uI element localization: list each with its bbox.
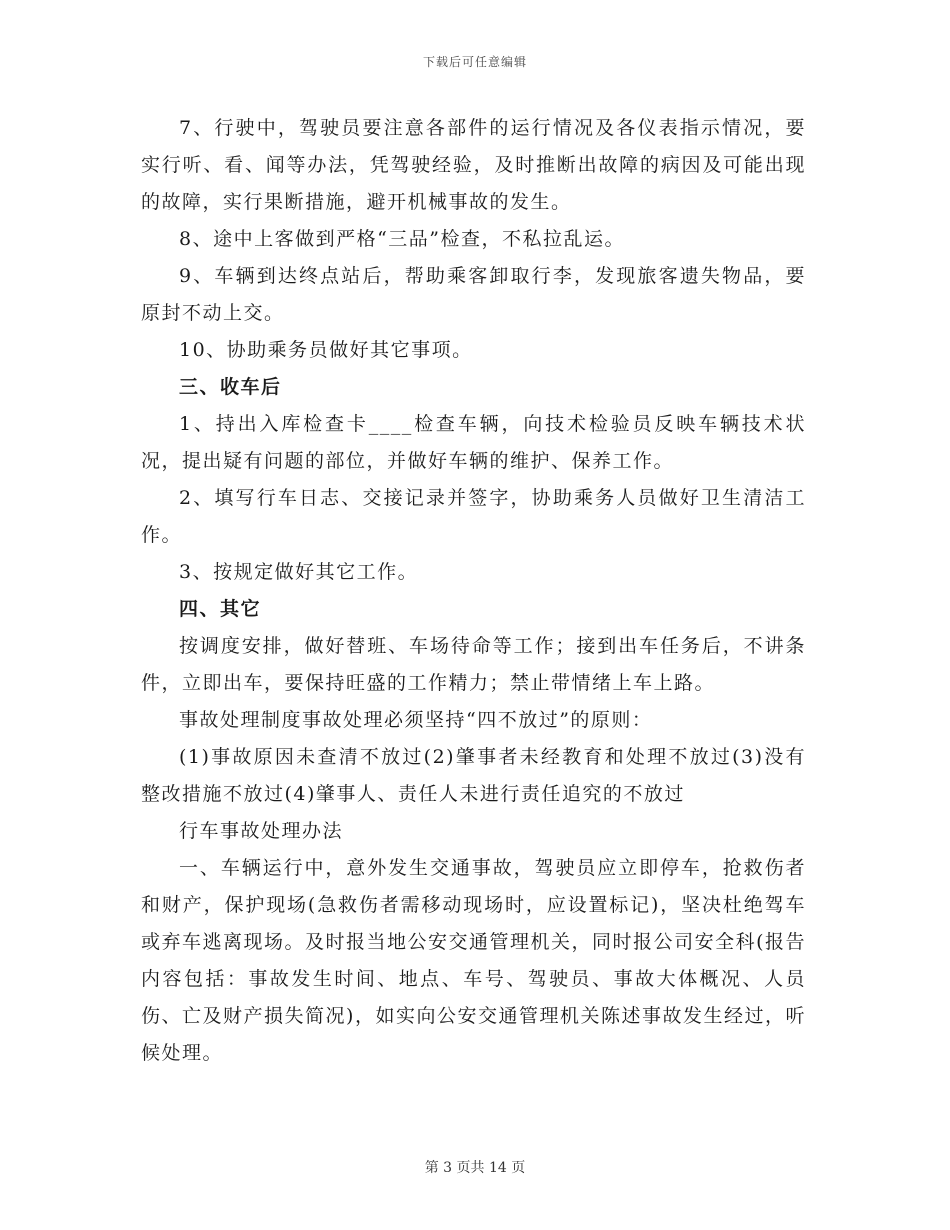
paragraph-accident-principle: 事故处理制度事故处理必须坚持“四不放过”的原则： [179, 709, 653, 731]
section-heading-other: 四、其它 [179, 598, 262, 620]
paragraph-item-7: 7、行驶中，驾驶员要注意各部件的运行情况及各仪表指示情况，要实行听、看、闻等办法，凭驾驶经验，及时推断出故障的病因及可能出现的故障，实行果断措施，避开机械事故的发生。 [141, 117, 806, 213]
paragraph-item-10: 10、协助乘务员做好其它事项。 [179, 339, 473, 361]
page-number: 第 3 页共 14 页 [424, 1160, 526, 1176]
paragraph-after-shift-2: 2、填写行车日志、交接记录并签字，协助乘务人员做好卫生清洁工作。 [141, 487, 806, 546]
paragraph-four-principles: (1)事故原因未查清不放过(2)肇事者未经教育和处理不放过(3)没有整改措施不放过(4)肇事人、责任人未进行责任追究的不放过 [141, 746, 806, 805]
paragraph-accident-step-1: 一、车辆运行中，意外发生交通事故，驾驶员应立即停车，抢救伤者和财产，保护现场(急救伤者需移动现场时，应设置标记)，坚决杜绝驾车或弃车逃离现场。及时报当地公安交通管理机关，同时报公司安全科(报告内容包括：事故发生时间、地点、车号、驾驶员、事故大体概况、人员伤、亡及财产损失简况)，如实向公安交通管理机关陈述事故发生经过，听候处理。 [141, 857, 806, 1064]
paragraph-accident-method-title: 行车事故处理办法 [179, 820, 344, 842]
document-body [141, 110, 806, 1072]
paragraph-item-9: 9、车辆到达终点站后，帮助乘客卸取行李，发现旅客遗失物品，要原封不动上交。 [141, 265, 806, 324]
page-header: 下载后可任意编辑 [422, 55, 527, 69]
paragraph-dispatch: 按调度安排，做好替班、车场待命等工作；接到出车任务后，不讲条件，立即出车，要保持旺盛的工作精力；禁止带情绪上车上路。 [141, 635, 806, 694]
paragraph-after-shift-1: 1、持出入库检查卡____检查车辆，向技术检验员反映车辆技术状况，提出疑有问题的部位，并做好车辆的维护、保养工作。 [141, 413, 806, 472]
paragraph-item-8: 8、途中上客做到严格“三品”检查，不私拉乱运。 [179, 228, 626, 250]
section-heading-after-shift: 三、收车后 [179, 376, 282, 398]
paragraph-after-shift-3: 3、按规定做好其它工作。 [179, 561, 419, 583]
